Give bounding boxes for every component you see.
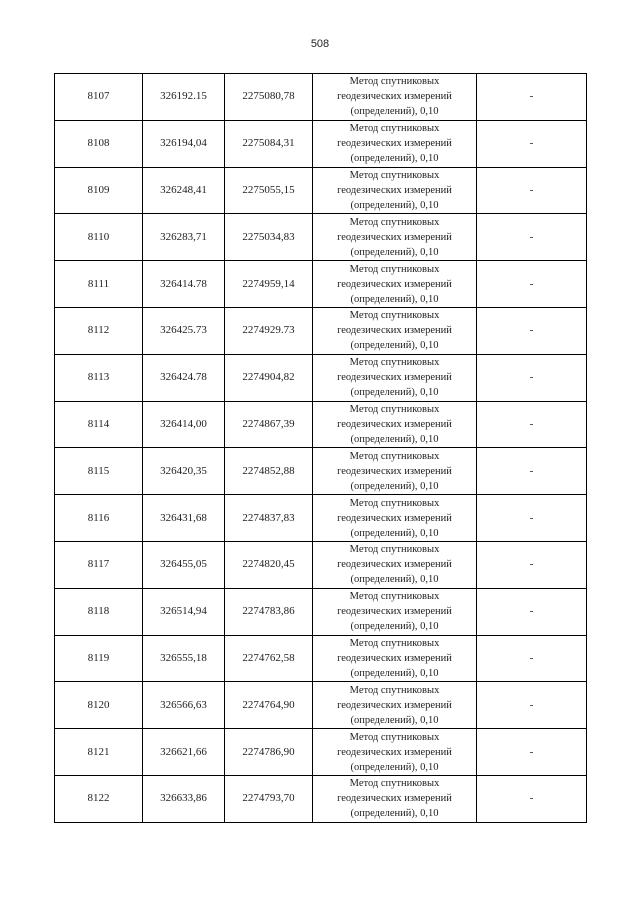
method-line: Метод спутниковых	[349, 169, 440, 181]
point-number-cell: 8113	[55, 354, 143, 401]
y-coordinate-cell: 2275034,83	[225, 214, 313, 261]
method-line: (определений), 0,10	[350, 246, 439, 258]
note-cell: -	[477, 354, 587, 401]
note-cell: -	[477, 261, 587, 308]
x-coordinate-cell: 326566,63	[143, 682, 225, 729]
table-row	[55, 682, 587, 729]
method-line: геодезических измерений	[337, 746, 452, 758]
method-line: геодезических измерений	[337, 184, 452, 196]
x-coordinate-cell: 326431,68	[143, 495, 225, 542]
method-line: Метод спутниковых	[349, 544, 440, 556]
method-line: геодезических измерений	[337, 793, 452, 805]
method-line: (определений), 0,10	[350, 153, 439, 165]
y-coordinate-cell: 2274852,88	[225, 448, 313, 495]
table-row	[55, 354, 587, 401]
method-line: (определений), 0,10	[350, 387, 439, 399]
table-row	[55, 635, 587, 682]
point-number-cell: 8110	[55, 214, 143, 261]
method-line: геодезических измерений	[337, 465, 452, 477]
method-line: (определений), 0,10	[350, 293, 439, 305]
method-line: (определений), 0,10	[350, 480, 439, 492]
coordinates-table	[54, 73, 587, 823]
y-coordinate-cell: 2275080,78	[225, 74, 313, 121]
method-line: Метод спутниковых	[349, 76, 440, 88]
table-row	[55, 74, 587, 121]
y-coordinate-cell: 2275055,15	[225, 167, 313, 214]
method-line: геодезических измерений	[337, 512, 452, 524]
method-cell	[313, 120, 477, 167]
x-coordinate-cell: 326414.78	[143, 261, 225, 308]
point-number-cell: 8108	[55, 120, 143, 167]
method-line: геодезических измерений	[337, 372, 452, 384]
method-line: (определений), 0,10	[350, 761, 439, 773]
y-coordinate-cell: 2274959,14	[225, 261, 313, 308]
method-line: (определений), 0,10	[350, 808, 439, 820]
point-number-cell: 8116	[55, 495, 143, 542]
point-number-cell: 8119	[55, 635, 143, 682]
x-coordinate-cell: 326194,04	[143, 120, 225, 167]
x-coordinate-cell: 326414,00	[143, 401, 225, 448]
method-line: геодезических измерений	[337, 91, 452, 103]
note-cell: -	[477, 401, 587, 448]
method-line: Метод спутниковых	[349, 497, 440, 509]
method-line: геодезических измерений	[337, 278, 452, 290]
note-cell: -	[477, 682, 587, 729]
method-line: геодезических измерений	[337, 325, 452, 337]
note-cell: -	[477, 120, 587, 167]
method-cell	[313, 401, 477, 448]
page-number: 508	[310, 38, 330, 50]
method-cell	[313, 541, 477, 588]
note-cell: -	[477, 74, 587, 121]
point-number-cell: 8118	[55, 588, 143, 635]
method-line: Метод спутниковых	[349, 123, 440, 135]
note-cell: -	[477, 214, 587, 261]
x-coordinate-cell: 326424.78	[143, 354, 225, 401]
method-cell	[313, 354, 477, 401]
method-line: Метод спутниковых	[349, 216, 440, 228]
method-line: Метод спутниковых	[349, 310, 440, 322]
table-row	[55, 307, 587, 354]
point-number-cell: 8111	[55, 261, 143, 308]
point-number-cell: 8122	[55, 775, 143, 822]
table-row	[55, 120, 587, 167]
table-row	[55, 261, 587, 308]
x-coordinate-cell: 326248,41	[143, 167, 225, 214]
y-coordinate-cell: 2274793,70	[225, 775, 313, 822]
method-line: (определений), 0,10	[350, 199, 439, 211]
method-line: Метод спутниковых	[349, 684, 440, 696]
method-line: геодезических измерений	[337, 418, 452, 430]
method-cell	[313, 495, 477, 542]
method-line: геодезических измерений	[337, 652, 452, 664]
method-cell	[313, 775, 477, 822]
y-coordinate-cell: 2274762,58	[225, 635, 313, 682]
x-coordinate-cell: 326425.73	[143, 307, 225, 354]
note-cell: -	[477, 448, 587, 495]
note-cell: -	[477, 635, 587, 682]
point-number-cell: 8121	[55, 729, 143, 776]
method-line: (определений), 0,10	[350, 527, 439, 539]
note-cell: -	[477, 541, 587, 588]
method-line: (определений), 0,10	[350, 714, 439, 726]
x-coordinate-cell: 326455,05	[143, 541, 225, 588]
method-cell	[313, 635, 477, 682]
method-cell	[313, 307, 477, 354]
point-number-cell: 8115	[55, 448, 143, 495]
point-number-cell: 8117	[55, 541, 143, 588]
method-line: Метод спутниковых	[349, 637, 440, 649]
table-row	[55, 495, 587, 542]
point-number-cell: 8109	[55, 167, 143, 214]
table-row	[55, 401, 587, 448]
y-coordinate-cell: 2274837,83	[225, 495, 313, 542]
y-coordinate-cell: 2274786,90	[225, 729, 313, 776]
method-line: (определений), 0,10	[350, 667, 439, 679]
table-row	[55, 588, 587, 635]
coordinates-table-body	[55, 74, 587, 823]
method-line: Метод спутниковых	[349, 263, 440, 275]
note-cell: -	[477, 167, 587, 214]
method-line: геодезических измерений	[337, 699, 452, 711]
method-cell	[313, 167, 477, 214]
note-cell: -	[477, 775, 587, 822]
method-line: Метод спутниковых	[349, 731, 440, 743]
method-cell	[313, 74, 477, 121]
method-line: (определений), 0,10	[350, 433, 439, 445]
table-row	[55, 214, 587, 261]
method-line: (определений), 0,10	[350, 106, 439, 118]
y-coordinate-cell: 2275084,31	[225, 120, 313, 167]
method-line: геодезических измерений	[337, 231, 452, 243]
x-coordinate-cell: 326621,66	[143, 729, 225, 776]
x-coordinate-cell: 326192.15	[143, 74, 225, 121]
method-cell	[313, 588, 477, 635]
method-cell	[313, 214, 477, 261]
method-line: Метод спутниковых	[349, 591, 440, 603]
x-coordinate-cell: 326283,71	[143, 214, 225, 261]
method-line: (определений), 0,10	[350, 340, 439, 352]
note-cell: -	[477, 729, 587, 776]
method-cell	[313, 682, 477, 729]
method-line: геодезических измерений	[337, 606, 452, 618]
y-coordinate-cell: 2274783,86	[225, 588, 313, 635]
table-row	[55, 448, 587, 495]
method-line: геодезических измерений	[337, 559, 452, 571]
note-cell: -	[477, 588, 587, 635]
method-line: Метод спутниковых	[349, 778, 440, 790]
method-cell	[313, 448, 477, 495]
x-coordinate-cell: 326420,35	[143, 448, 225, 495]
x-coordinate-cell: 326555,18	[143, 635, 225, 682]
point-number-cell: 8112	[55, 307, 143, 354]
point-number-cell: 8107	[55, 74, 143, 121]
y-coordinate-cell: 2274764,90	[225, 682, 313, 729]
table-row	[55, 775, 587, 822]
method-line: геодезических измерений	[337, 138, 452, 150]
point-number-cell: 8120	[55, 682, 143, 729]
x-coordinate-cell: 326633,86	[143, 775, 225, 822]
note-cell: -	[477, 307, 587, 354]
table-row	[55, 167, 587, 214]
method-line: Метод спутниковых	[349, 357, 440, 369]
method-cell	[313, 729, 477, 776]
method-line: (определений), 0,10	[350, 621, 439, 633]
table-row	[55, 541, 587, 588]
method-cell	[313, 261, 477, 308]
y-coordinate-cell: 2274820,45	[225, 541, 313, 588]
y-coordinate-cell: 2274929.73	[225, 307, 313, 354]
note-cell: -	[477, 495, 587, 542]
table-row	[55, 729, 587, 776]
y-coordinate-cell: 2274904,82	[225, 354, 313, 401]
method-line: Метод спутниковых	[349, 403, 440, 415]
method-line: Метод спутниковых	[349, 450, 440, 462]
method-line: (определений), 0,10	[350, 574, 439, 586]
point-number-cell: 8114	[55, 401, 143, 448]
x-coordinate-cell: 326514,94	[143, 588, 225, 635]
y-coordinate-cell: 2274867,39	[225, 401, 313, 448]
